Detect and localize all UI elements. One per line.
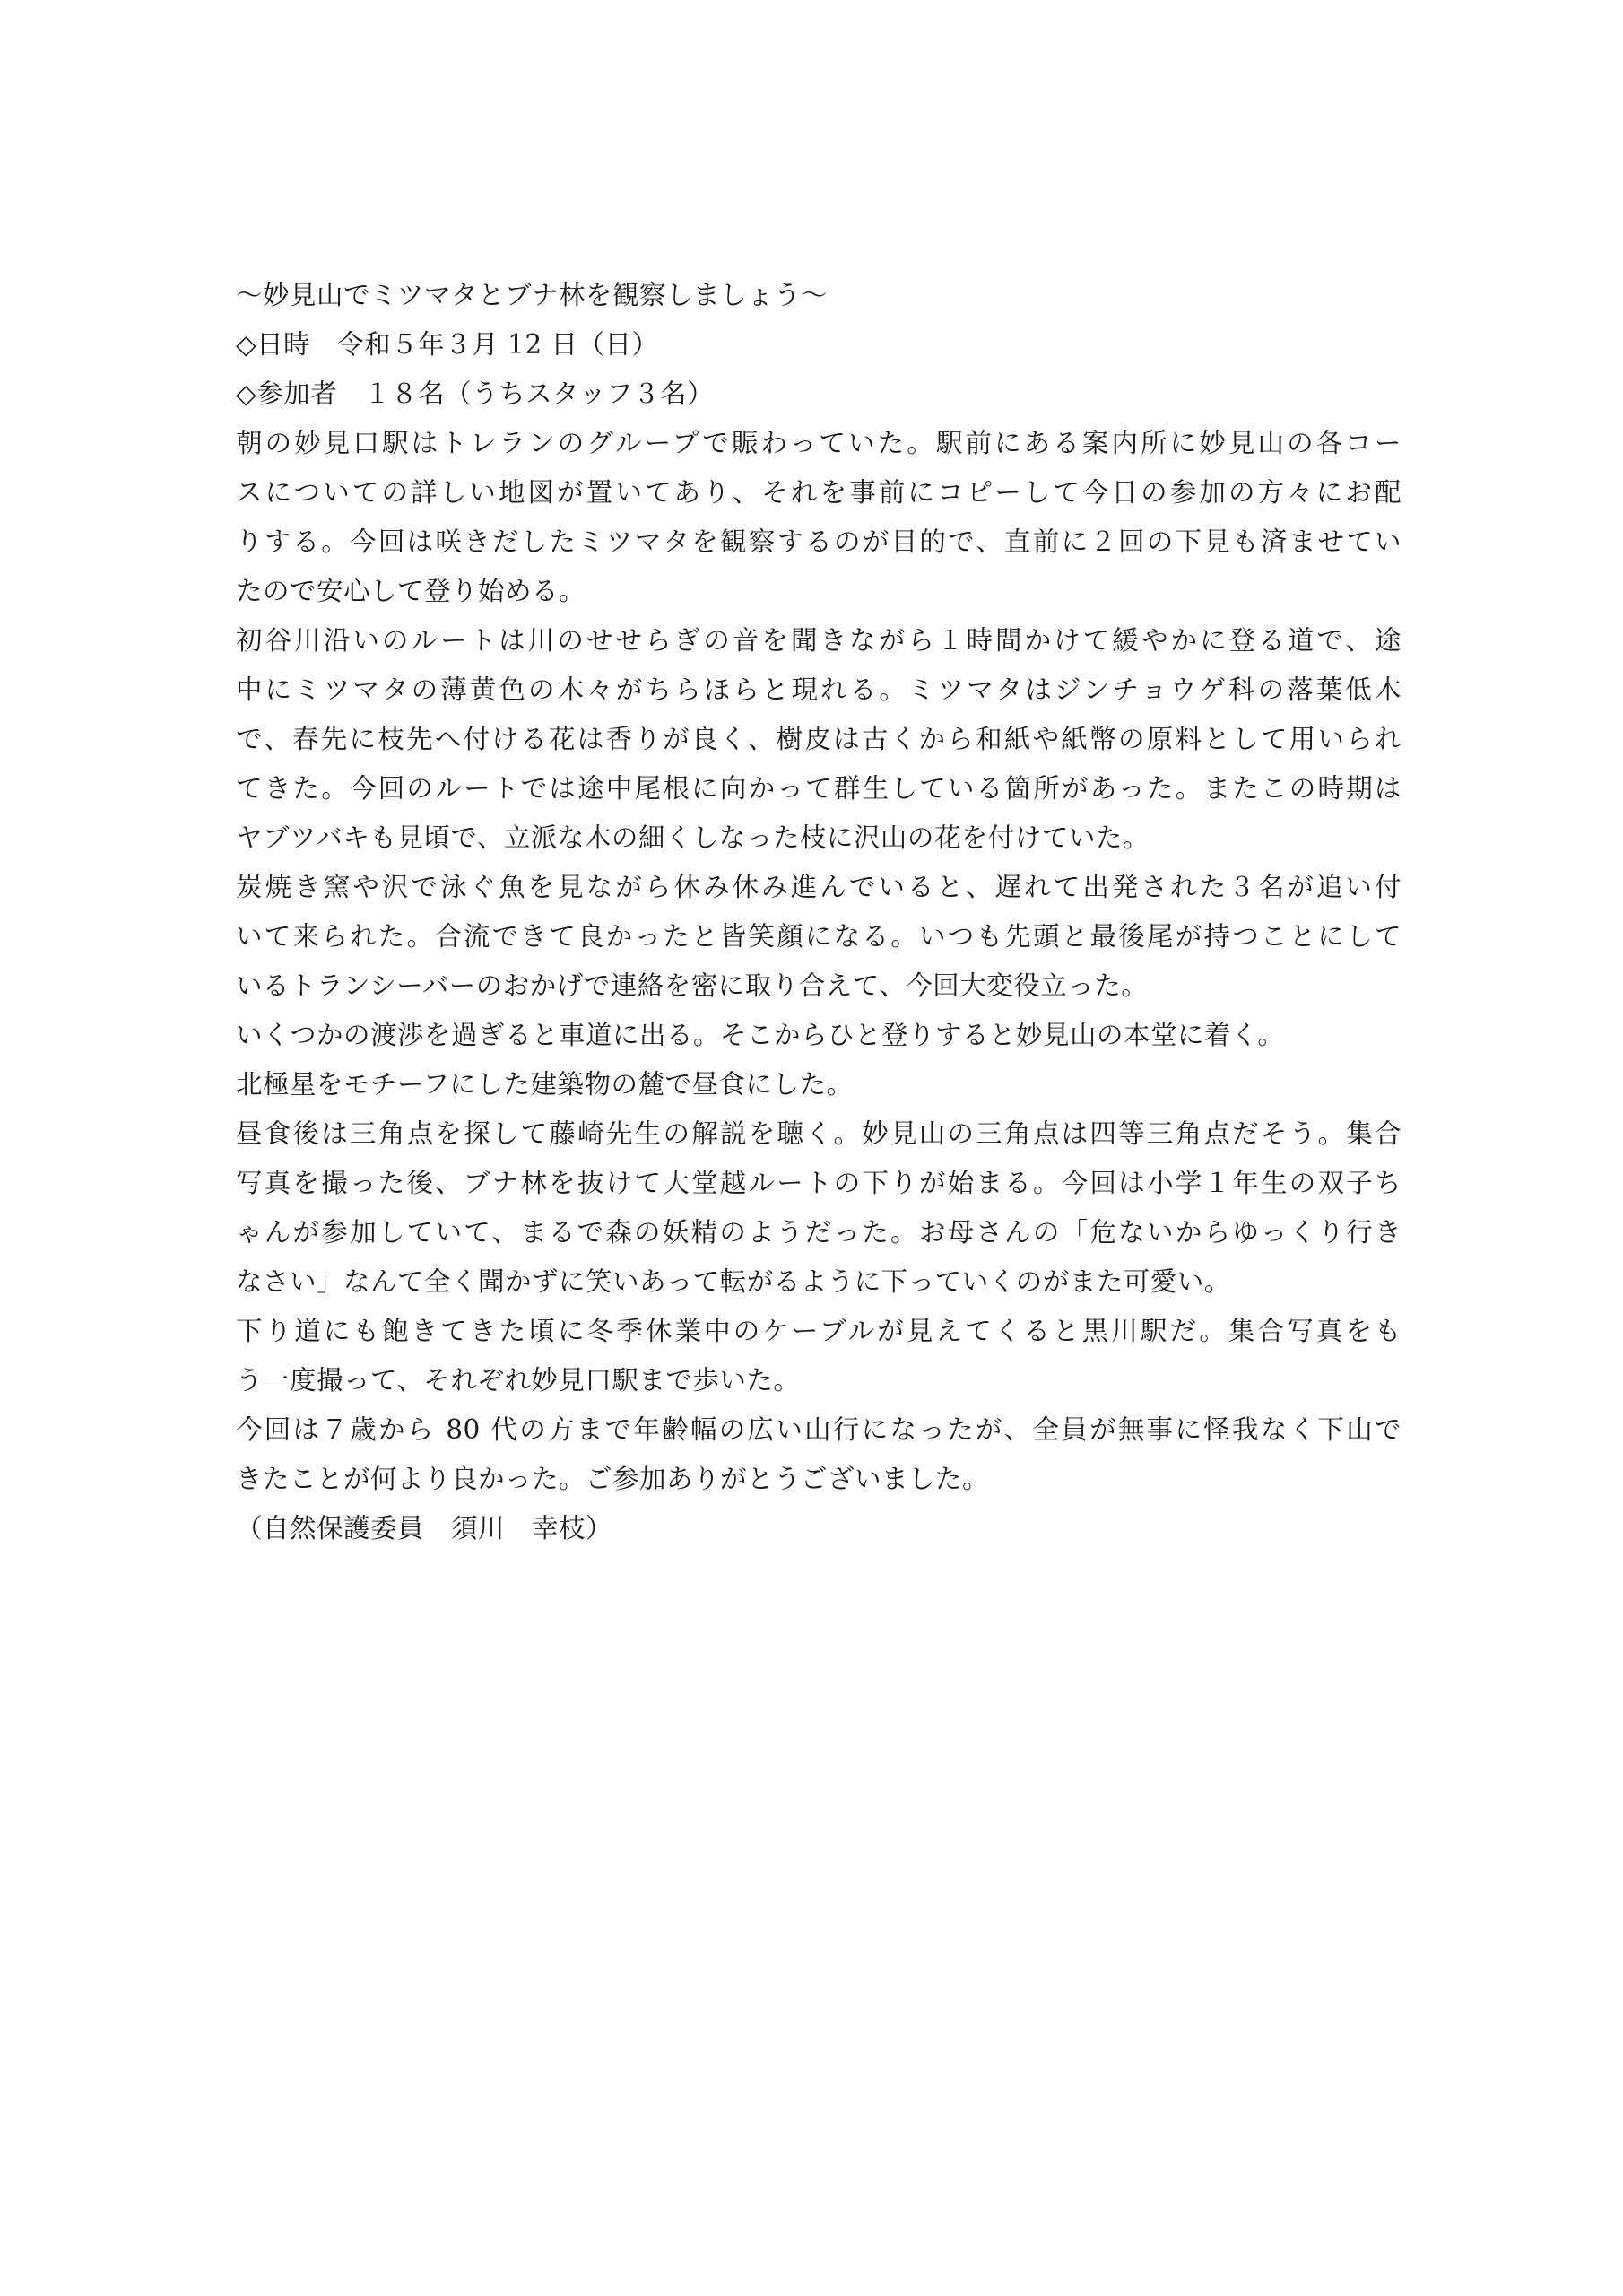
paragraph-line: 昼食後は三角点を探して藤崎先生の解説を聴く。妙見山の三角点は四等三角点だそう。集合: [236, 1118, 1402, 1149]
participant-count: ◇参加者 １８名（うちスタッフ３名）: [236, 378, 715, 409]
paragraph-4: [236, 1011, 1402, 1060]
paragraph-line: 炭焼き窯や沢で泳ぐ魚を見ながら休み休み進んでいると、遅れて出発された３名が追い付: [236, 872, 1402, 902]
paragraph-line: ゃんが参加していて、まるで森の妖精のようだった。お母さんの「危ないからゆっくり行き: [236, 1217, 1402, 1248]
paragraph-line: きたことが何より良かった。ご参加ありがとうございました。: [236, 1464, 990, 1494]
report-title: 〜妙見山でミツマタとブナ林を観察しましょう〜: [236, 280, 829, 310]
paragraph-line: 朝の妙見口駅はトレランのグループで賑わっていた。駅前にある案内所に妙見山の各コー: [236, 428, 1402, 458]
paragraph-line: う一度撮って、それぞれ妙見口駅まで歩いた。: [236, 1365, 801, 1396]
paragraph-line: たので安心して登り始める。: [236, 576, 586, 606]
paragraph-7: [236, 1307, 1402, 1405]
paragraph-line: スについての詳しい地図が置いてあり、それを事前にコピーして今日の参加の方々にお配: [236, 477, 1402, 508]
paragraph-line: 中にミツマタの薄黄色の木々がちらほらと現れる。ミツマタはジンチョウゲ科の落葉低木: [236, 674, 1402, 705]
author-signature: （自然保護委員 須川 幸枝）: [236, 1513, 613, 1544]
paragraph-2: [236, 616, 1402, 863]
paragraph-line: 初谷川沿いのルートは川のせせらぎの音を聞きながら１時間かけて緩やかに登る道で、途: [236, 625, 1402, 656]
paragraph-line: なさい」なんて全く聞かずに笑いあって転がるように下っていくのがまた可愛い。: [236, 1266, 1231, 1297]
paragraph-8: [236, 1405, 1402, 1504]
paragraph-line: ヤブツバキも見頃で、立派な木の細くしなった枝に沢山の花を付けていた。: [236, 822, 1150, 853]
paragraph-line: 写真を撮った後、ブナ林を抜けて大堂越ルートの下りが始まる。今回は小学１年生の双子ち: [236, 1168, 1402, 1198]
paragraph-1: [236, 419, 1402, 616]
paragraph-line: いるトランシーバーのおかげで連絡を密に取り合えて、今回大変役立った。: [236, 970, 1149, 1001]
paragraph-line: 今回は７歳から 80 代の方まで年齢幅の広い山行になったが、全員が無事に怪我なく下山で: [236, 1414, 1402, 1445]
paragraph-line: 下り道にも飽きてきた頃に冬季休業中のケーブルが見えてくると黒川駅だ。集合写真をも: [236, 1316, 1402, 1346]
report-body: [236, 271, 1402, 1553]
paragraph-line: で、春先に枝先へ付ける花は香りが良く、樹皮は古くから和紙や紙幣の原料として用いられ: [236, 724, 1402, 754]
paragraph-line: てきた。今回のルートでは途中尾根に向かって群生している箇所があった。またこの時期は: [236, 773, 1402, 804]
paragraph-3: [236, 863, 1402, 1011]
paragraph-line: 北極星をモチーフにした建築物の麓で昼食にした。: [236, 1069, 854, 1100]
event-date: ◇日時 令和５年３月 12 日（日）: [236, 329, 659, 360]
paragraph-5: [236, 1060, 1402, 1109]
paragraph-line: いくつかの渡渉を過ぎると車道に出る。そこからひと登りすると妙見山の本堂に着く。: [236, 1020, 1285, 1050]
paragraph-line: りする。今回は咲きだしたミツマタを観察するのが目的で、直前に２回の下見も済ませてい: [236, 526, 1402, 557]
paragraph-6: [236, 1109, 1402, 1307]
paragraph-line: いて来られた。合流できて良かったと皆笑顔になる。いつも先頭と最後尾が持つことにして: [236, 921, 1402, 952]
